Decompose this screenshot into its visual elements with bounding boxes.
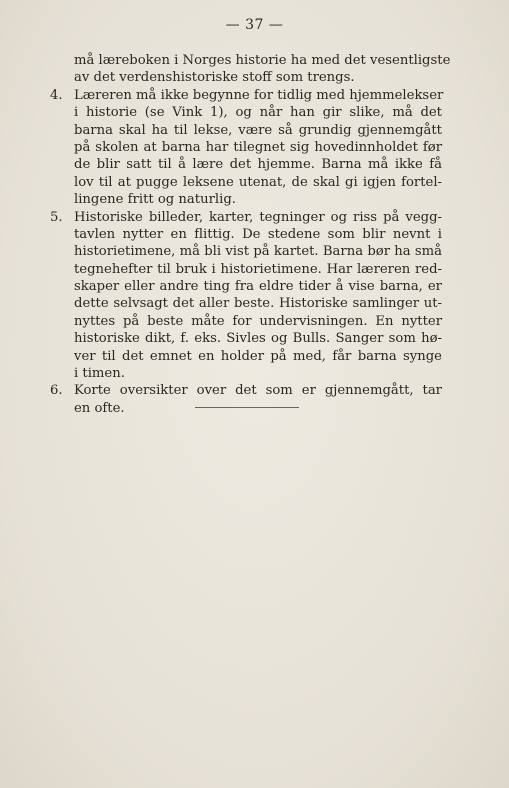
text-line: Historiske billeder, karter, tegninger og riss på vegg-: [74, 209, 442, 225]
text-line: må læreboken i Norges historie ha med det vesentligste: [74, 53, 451, 68]
text-line: de blir satt til å lære det hjemme. Barna må ikke få: [74, 157, 442, 173]
item-number: 5.: [50, 209, 63, 225]
text-line: historietimene, må bli vist på kartet. Barna bør ha små: [74, 244, 442, 260]
page-number: — 37 —: [225, 17, 284, 33]
text-line: lov til at pugge leksene utenat, de skal gi igjen fortel-: [74, 174, 442, 190]
text-line: tegnehefter til bruk i historietimene. Har læreren red-: [74, 261, 442, 277]
text-line: nyttes på beste måte for undervisningen. En nytter: [74, 313, 442, 329]
text-line: dette selvsagt det aller beste. Historiske samlinger ut-: [74, 296, 442, 312]
text-line: Læreren må ikke begynne for tidlig med hjemmelekser: [74, 87, 444, 103]
item-number: 4.: [50, 87, 63, 103]
text-line: historiske dikt, f. eks. Sivles og Bulls. Sanger som hø-: [74, 331, 442, 347]
text-line: i timen.: [74, 366, 125, 382]
item-number: 6.: [50, 383, 63, 399]
list-item-4: [50, 87, 442, 209]
list-item-6: [50, 382, 442, 417]
text-line: Korte oversikter over det som er gjennemgått, tar: [74, 383, 442, 399]
text-line: skaper eller andre ting fra eldre tider å vise barna, er: [74, 279, 442, 295]
text-line: ver til det emnet en holder på med, får barna synge: [74, 348, 442, 364]
list-item-5: [50, 209, 442, 383]
text-line: lingene fritt og naturlig.: [74, 192, 236, 208]
text-line: en ofte.: [74, 400, 125, 416]
text-line: på skolen at barna har tilegnet sig hovedinnholdet før: [74, 139, 442, 155]
text-line: av det verdenshistoriske stoff som trengs.: [74, 70, 355, 86]
section-divider: [195, 407, 299, 408]
text-line: barna skal ha til lekse, være så grundig gjennemgått: [74, 122, 442, 138]
text-line: tavlen nytter en flittig. De stedene som blir nevnt i: [74, 226, 442, 242]
body-text: [50, 52, 451, 417]
text-line: i historie (se Vink 1), og når han gir slike, må det: [74, 105, 442, 121]
